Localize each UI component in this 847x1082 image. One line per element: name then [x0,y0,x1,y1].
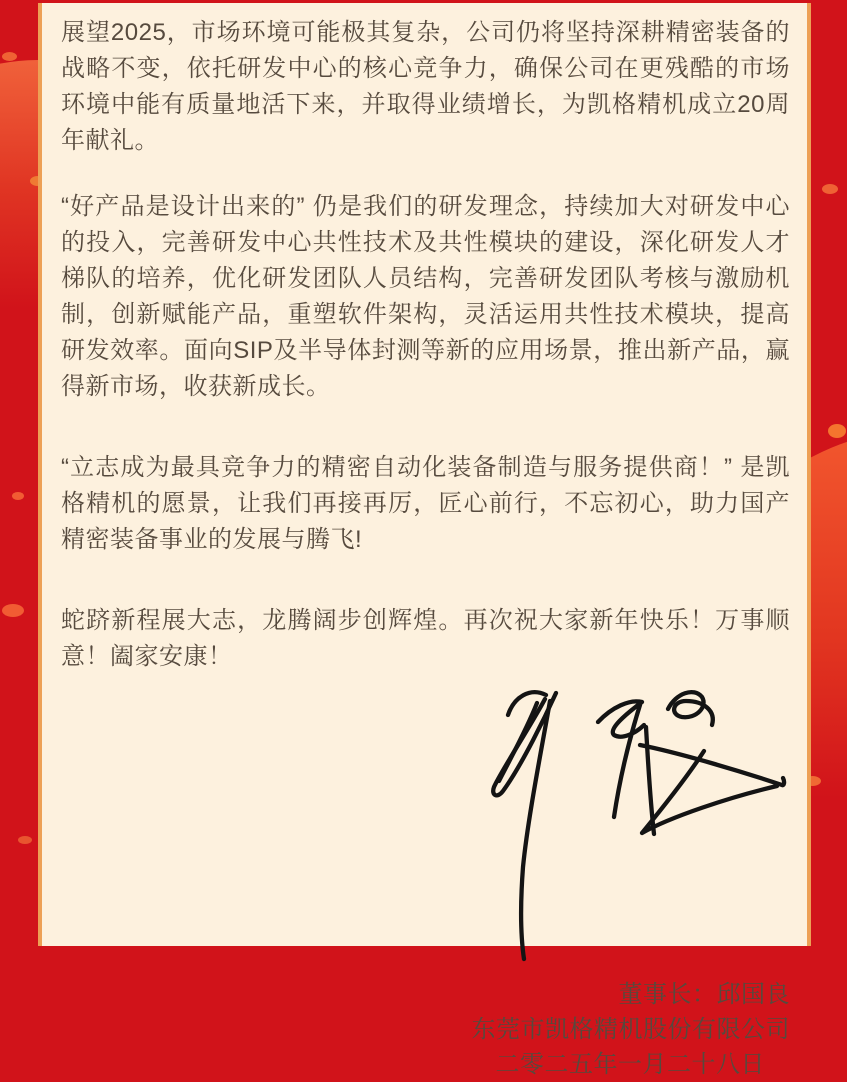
letter-paragraph-outlook: 展望2025，市场环境可能极其复杂，公司仍将坚持深耕精密装备的战略不变，依托研发中心的核心竞争力，确保公司在更残酷的市场环境中能有质量地活下来，并取得业绩增长，为凯格精机成立20周年献礼。 [61,19,790,154]
letter-paragraph-rnd: “好产品是设计出来的” 仍是我们的研发理念，持续加大对研发中心的投入，完善研发中心共性技术及共性模块的建设，深化研发人才梯队的培养，优化研发团队人员结构，完善研发团队考核与激励机制，创新赋能产品，重塑软件架构，灵活运用共性技术模块，提高研发效率。面向SIP及半导体封测等新的应用场景，推出新产品，赢得新市场，收获新成长。 [61,193,790,400]
letter-body [61,15,790,675]
signoff-block [61,977,790,1082]
signature-image [490,687,790,967]
signoff-date: 二零二五年一月二十八日 [495,1051,765,1078]
signoff-company: 东莞市凯格精机股份有限公司 [471,1016,790,1043]
letter-paragraph-greeting: 蛇跻新程展大志，龙腾阔步创辉煌。再次祝大家新年快乐！万事顺意！阖家安康！ [61,607,790,670]
decor-dot [18,836,32,844]
decor-dot [828,424,846,438]
decor-dot [12,492,24,500]
decor-dot [822,184,838,194]
decor-dot [2,604,24,617]
signoff-title: 董事长：邱国良 [618,981,790,1008]
decor-dot [2,52,17,61]
signature-block [490,687,790,967]
letter-paragraph-vision: “立志成为最具竞争力的精密自动化装备制造与服务提供商！” 是凯格精机的愿景，让我们再接再厉，匠心前行，不忘初心，助力国产精密装备事业的发展与腾飞! [61,454,790,553]
letter-page [38,3,811,1078]
